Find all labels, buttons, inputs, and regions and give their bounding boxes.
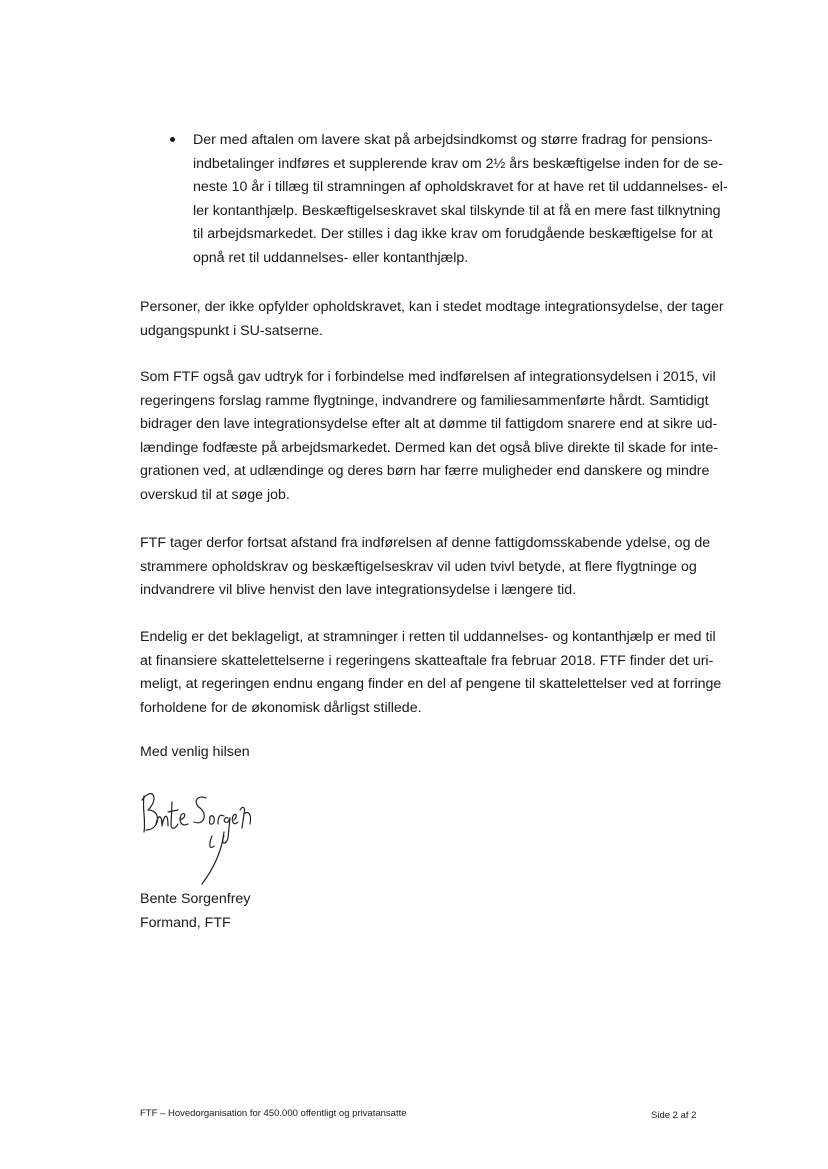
text-line: Personer, der ikke opfylder opholdskravet, kan i stedet modtage integrationsydelse, der tager bbox=[140, 299, 724, 315]
handwritten-signature bbox=[138, 780, 258, 890]
text-line: Endelig er det beklageligt, at stramninger i retten til uddannelses- og kontanthjælp er med til bbox=[140, 629, 716, 645]
text-line: Som FTF også gav udtryk for i forbindelse med indførelsen af integrationsydelsen i 2015, vil bbox=[140, 369, 716, 385]
text-line: strammere opholdskrav og beskæftigelseskrav vil uden tvivl betyde, at flere flygtninge og bbox=[140, 558, 697, 575]
text-line: meligt, at regeringen endnu engang finder en del af pengene til skattelettelser ved at forringe bbox=[140, 676, 722, 692]
text-line: til arbejdsmarkedet. Der stilles i dag ikke krav om forudgående beskæftigelse for at bbox=[193, 226, 713, 242]
text-line: regeringens forslag ramme flygtninge, indvandrere og familiesammenførte hårdt. Samtidigt bbox=[140, 392, 709, 409]
text-line: FTF tager derfor fortsat afstand fra indførelsen af denne fattigdomsskabende ydelse, og de bbox=[140, 535, 711, 551]
paragraph-finansiering bbox=[140, 626, 722, 720]
paragraph-opholdskrav bbox=[140, 296, 724, 343]
paragraph-afstand bbox=[140, 532, 711, 603]
text-line: neste 10 år i tillæg til stramningen af opholdskravet for at have ret til uddannelses- el- bbox=[193, 179, 728, 195]
text-line: forholdene for de økonomisk dårligst stillede. bbox=[140, 699, 422, 716]
text-line: overskud til at søge job. bbox=[140, 486, 290, 503]
text-line: ler kontanthjælp. Beskæftigelseskravet skal tilskynde til at få en mere fast tilknytning bbox=[193, 202, 721, 219]
bullet-text bbox=[193, 129, 728, 270]
bullet-dot bbox=[170, 137, 175, 142]
text-line: Der med aftalen om lavere skat på arbejdsindkomst og større fradrag for pensions- bbox=[193, 132, 713, 148]
signer-title: Formand, FTF bbox=[140, 914, 231, 931]
text-line: indbetalinger indføres et supplerende krav om 2½ års beskæftigelse inden for de se- bbox=[193, 155, 723, 172]
text-line: indvandrere vil blive henvist den lave integrationsydelse i længere tid. bbox=[140, 582, 577, 598]
signer-block bbox=[140, 888, 700, 935]
closing-greeting: Med venlig hilsen bbox=[140, 744, 250, 760]
paragraph-integrationsydelse bbox=[140, 366, 719, 507]
text-line: bidrager den lave integrationsydelse efter alt at dømme til fattigdom snarere end at sikre ud- bbox=[140, 416, 718, 432]
text-line: grationen ved, at udlændinge og deres børn har færre muligheder end danskere og mindre bbox=[140, 463, 710, 479]
page-number: Side 2 af 2 bbox=[651, 1110, 697, 1121]
signer-name: Bente Sorgenfrey bbox=[140, 891, 251, 907]
text-line: opnå ret til uddannelses- eller kontanthjælp. bbox=[193, 249, 469, 266]
footer-organisation: FTF – Hovedorganisation for 450.000 offentligt og privatansatte bbox=[140, 1108, 407, 1119]
text-line: lændinge fodfæste på arbejdsmarkedet. Dermed kan det også blive direkte til skade for inte- bbox=[140, 439, 719, 456]
text-line: at finansiere skattelettelserne i regeringens skatteaftale fra februar 2018. FTF finder det uri- bbox=[140, 652, 714, 669]
text-line: udgangspunkt i SU-satserne. bbox=[140, 322, 323, 339]
